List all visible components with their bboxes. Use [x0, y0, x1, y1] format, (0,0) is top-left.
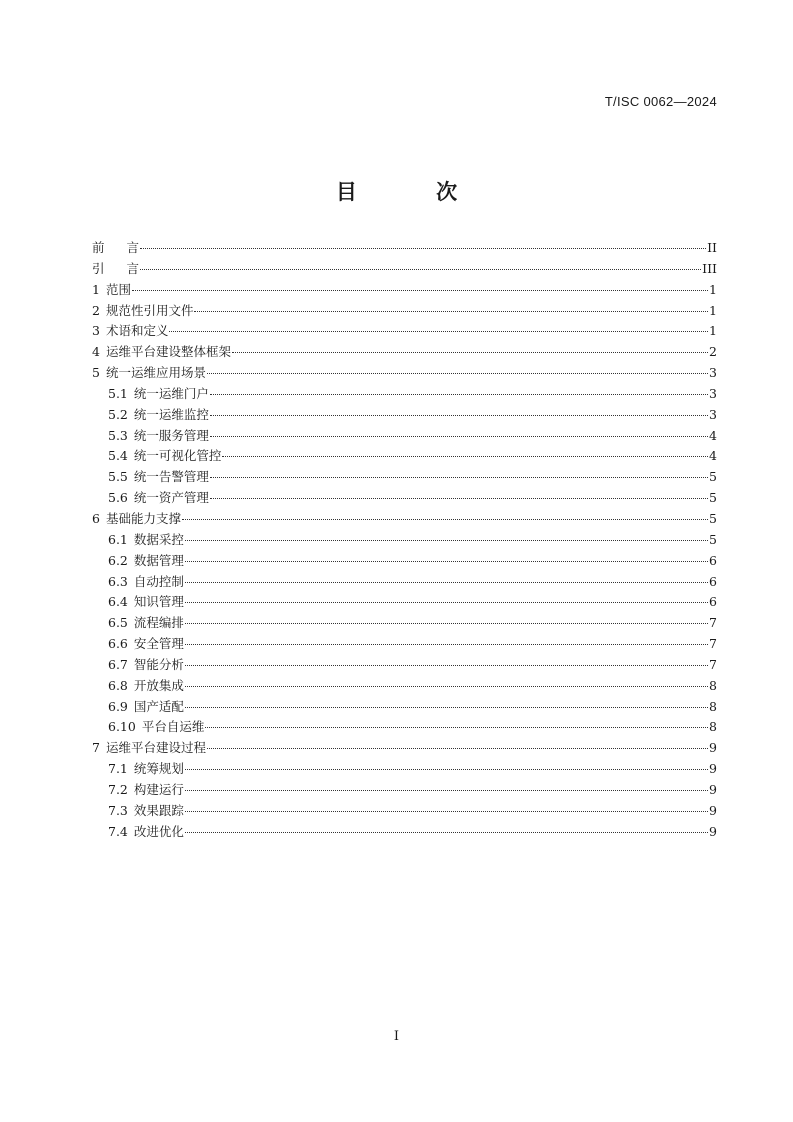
toc-entry-label [108, 446, 221, 467]
toc-entry-page: 5 [709, 510, 717, 526]
toc-entry-number: 4 [92, 344, 100, 360]
toc-entry-label [108, 405, 209, 426]
toc-entry-page: 8 [709, 677, 717, 693]
toc-entry-page: 1 [709, 281, 717, 297]
toc-entry-page: 6 [709, 552, 717, 568]
dot-leader [207, 373, 708, 374]
toc-entry-label [108, 592, 184, 613]
toc-entry-label [92, 280, 131, 301]
toc-entry-number: 2 [92, 302, 100, 318]
toc-entry-page: 1 [709, 323, 717, 339]
toc-entry-number: 7.2 [108, 781, 128, 797]
toc-entry-title: 引 [92, 260, 105, 276]
toc-entry-label [92, 738, 206, 759]
toc-entry-title: 统筹规划 [133, 761, 184, 777]
toc-entry[interactable] [90, 363, 717, 384]
toc-entry-page: 8 [709, 698, 717, 714]
toc-entry[interactable] [90, 738, 717, 759]
toc-entry-number: 7 [92, 740, 100, 756]
toc-entry-title: 运维平台建设过程 [105, 740, 206, 756]
toc-entry-label [108, 676, 184, 697]
dot-leader [185, 582, 708, 583]
toc-entry-page: 9 [709, 781, 717, 797]
toc-entry[interactable] [90, 426, 717, 447]
toc-entry-number: 5.3 [108, 427, 128, 443]
toc-entry-page: II [707, 240, 717, 255]
toc-entry[interactable] [90, 259, 717, 280]
toc-entry[interactable] [90, 613, 717, 634]
toc-entry-label [108, 697, 184, 718]
toc-entry-page: 7 [709, 636, 717, 652]
dot-leader [185, 644, 708, 645]
toc-entry[interactable] [90, 551, 717, 572]
toc-entry-number: 3 [92, 323, 100, 339]
toc-entry-label [108, 384, 209, 405]
toc-entry-page: 8 [709, 719, 717, 735]
dot-leader [210, 394, 708, 395]
toc-entry-number: 7.3 [108, 802, 128, 818]
toc-entry[interactable] [90, 384, 717, 405]
toc-entry[interactable] [90, 717, 717, 738]
toc-entry-label [92, 238, 139, 259]
toc-entry-title: 规范性引用文件 [105, 302, 194, 318]
dot-leader [210, 477, 708, 478]
dot-leader [185, 665, 708, 666]
dot-leader [185, 623, 708, 624]
toc-entry-number: 5.4 [108, 448, 128, 464]
toc-entry[interactable] [90, 822, 717, 843]
toc-entry-label [108, 488, 209, 509]
toc-entry-label [108, 551, 184, 572]
toc-entry-number: 5.6 [108, 490, 128, 506]
toc-entry-label [92, 259, 139, 280]
toc-entry-label [108, 759, 184, 780]
toc-entry[interactable] [90, 238, 717, 259]
toc-entry-label [92, 342, 231, 363]
toc-entry-number: 6.9 [108, 698, 128, 714]
toc-entry-number: 6 [92, 510, 100, 526]
toc-entry-label [92, 321, 168, 342]
toc-entry-title: 言 [126, 240, 140, 255]
toc-entry-title: 数据管理 [133, 552, 184, 568]
toc-entry-number: 6.6 [108, 636, 128, 652]
toc-entry-number: 6.10 [108, 719, 136, 735]
toc-entry-label [108, 634, 184, 655]
toc-entry-title: 基础能力支撑 [105, 510, 181, 526]
toc-entry-page: 9 [709, 823, 717, 839]
dot-leader [185, 686, 708, 687]
toc-entry[interactable] [90, 280, 717, 301]
dot-leader [210, 436, 708, 437]
dot-leader [194, 311, 708, 312]
toc-entry[interactable] [90, 801, 717, 822]
toc-entry[interactable] [90, 405, 717, 426]
toc-entry-label [108, 426, 209, 447]
toc-entry-label [108, 717, 204, 738]
toc-entry-label [108, 780, 184, 801]
dot-leader [185, 540, 708, 541]
toc-entry-label [108, 822, 184, 843]
toc-entry[interactable] [90, 697, 717, 718]
dot-leader [232, 352, 708, 353]
dot-leader [207, 748, 708, 749]
toc-entry-title: 统一告警管理 [133, 469, 209, 485]
toc-entry[interactable] [90, 530, 717, 551]
dot-leader [185, 707, 708, 708]
toc-entry-number: 6.7 [108, 656, 128, 672]
toc-entry-title: 自动控制 [133, 573, 184, 589]
dot-leader [185, 832, 708, 833]
dot-leader [132, 290, 708, 291]
toc-entry-title: 国产适配 [133, 698, 184, 714]
toc-entry-title: 改进优化 [133, 823, 184, 839]
toc-entry-title: 术语和定义 [105, 323, 169, 339]
toc-entry-page: 5 [709, 469, 717, 485]
dot-leader [140, 248, 706, 249]
toc-entry-page: 9 [709, 740, 717, 756]
toc-entry-title: 构建运行 [133, 781, 184, 797]
toc-entry-page: 5 [709, 490, 717, 506]
toc-entry-page: III [702, 260, 717, 276]
toc-entry-page: 9 [709, 761, 717, 777]
toc-entry[interactable] [90, 467, 717, 488]
page-title: 目 次 [335, 180, 494, 204]
toc-entry-page: 3 [709, 365, 717, 381]
toc-entry-title: 统一服务管理 [133, 427, 209, 443]
toc-entry-number: 5.5 [108, 469, 128, 485]
toc-entry-title: 前 [92, 240, 105, 255]
toc-entry-title: 运维平台建设整体框架 [105, 344, 231, 360]
toc-entry[interactable] [90, 780, 717, 801]
toc-entry-title: 平台自运维 [141, 719, 205, 735]
toc-entry-title: 统一运维监控 [133, 406, 209, 422]
toc-entry-page: 6 [709, 594, 717, 610]
toc-entry[interactable] [90, 655, 717, 676]
toc-entry-title: 安全管理 [133, 636, 184, 652]
toc-entry-number: 6.3 [108, 573, 128, 589]
toc-entry[interactable] [90, 509, 717, 530]
toc-entry-page: 7 [709, 656, 717, 672]
toc-entry-title: 统一可视化管控 [133, 448, 222, 464]
dot-leader [210, 415, 708, 416]
dot-leader [205, 727, 708, 728]
dot-leader [185, 769, 708, 770]
toc-entry-number: 7.1 [108, 761, 128, 777]
toc-entry-label [92, 363, 206, 384]
dot-leader [182, 519, 708, 520]
toc-entry-number: 7.4 [108, 823, 128, 839]
toc-entry[interactable] [90, 342, 717, 363]
dot-leader [210, 498, 708, 499]
toc-entry-title: 统一资产管理 [133, 490, 209, 506]
dot-leader [185, 602, 708, 603]
toc-entry-title: 范围 [105, 281, 131, 297]
dot-leader [185, 790, 708, 791]
toc-entry-page: 5 [709, 531, 717, 547]
toc-entry-title: 开放集成 [133, 677, 184, 693]
toc-entry-page: 3 [709, 385, 717, 401]
toc-entry-label [108, 613, 184, 634]
dot-leader [185, 811, 708, 812]
toc-entry-number: 6.4 [108, 594, 128, 610]
toc-entry[interactable] [90, 321, 717, 342]
toc-entry-label [92, 509, 181, 530]
toc-entry[interactable] [90, 634, 717, 655]
toc-entry-label [108, 572, 184, 593]
toc-entry-page: 3 [709, 406, 717, 422]
table-of-contents [90, 238, 717, 842]
toc-entry-title: 统一运维门户 [133, 385, 209, 401]
dot-leader [222, 456, 708, 457]
toc-entry-title: 智能分析 [133, 656, 184, 672]
toc-entry-label [108, 655, 184, 676]
toc-entry[interactable] [90, 301, 717, 322]
toc-entry-page: 1 [709, 302, 717, 318]
toc-entry-number: 5.1 [108, 385, 128, 401]
toc-entry[interactable] [90, 488, 717, 509]
toc-entry-number: 1 [92, 281, 100, 297]
toc-entry-number: 6.5 [108, 615, 128, 631]
toc-entry-number: 6.1 [108, 531, 128, 547]
toc-entry-number: 5.2 [108, 406, 128, 422]
toc-entry-number: 6.2 [108, 552, 128, 568]
toc-entry[interactable] [90, 592, 717, 613]
toc-entry-label [108, 801, 184, 822]
dot-leader [169, 331, 708, 332]
toc-entry-title: 数据采控 [133, 531, 184, 547]
document-code: T/ISC 0062—2024 [604, 94, 717, 109]
toc-entry-page: 7 [709, 615, 717, 631]
toc-entry[interactable] [90, 446, 717, 467]
toc-entry-page: 9 [709, 802, 717, 818]
toc-entry-label [108, 530, 184, 551]
toc-entry-page: 6 [709, 573, 717, 589]
toc-entry-title: 流程编排 [133, 615, 184, 631]
dot-leader [185, 561, 708, 562]
toc-entry-page: 2 [709, 344, 717, 360]
toc-entry-page: 4 [709, 427, 717, 443]
toc-entry-number: 5 [92, 365, 100, 381]
toc-entry[interactable] [90, 759, 717, 780]
toc-entry-title: 言 [126, 260, 140, 276]
toc-entry-title: 效果跟踪 [133, 802, 184, 818]
toc-entry-number: 6.8 [108, 677, 128, 693]
toc-entry-label [92, 301, 193, 322]
toc-entry[interactable] [90, 572, 717, 593]
toc-entry-page: 4 [709, 448, 717, 464]
toc-entry-label [108, 467, 209, 488]
toc-entry-title: 知识管理 [133, 594, 184, 610]
toc-entry-title: 统一运维应用场景 [105, 365, 206, 381]
page-number: I [393, 1029, 400, 1044]
toc-entry[interactable] [90, 676, 717, 697]
dot-leader [140, 269, 701, 270]
